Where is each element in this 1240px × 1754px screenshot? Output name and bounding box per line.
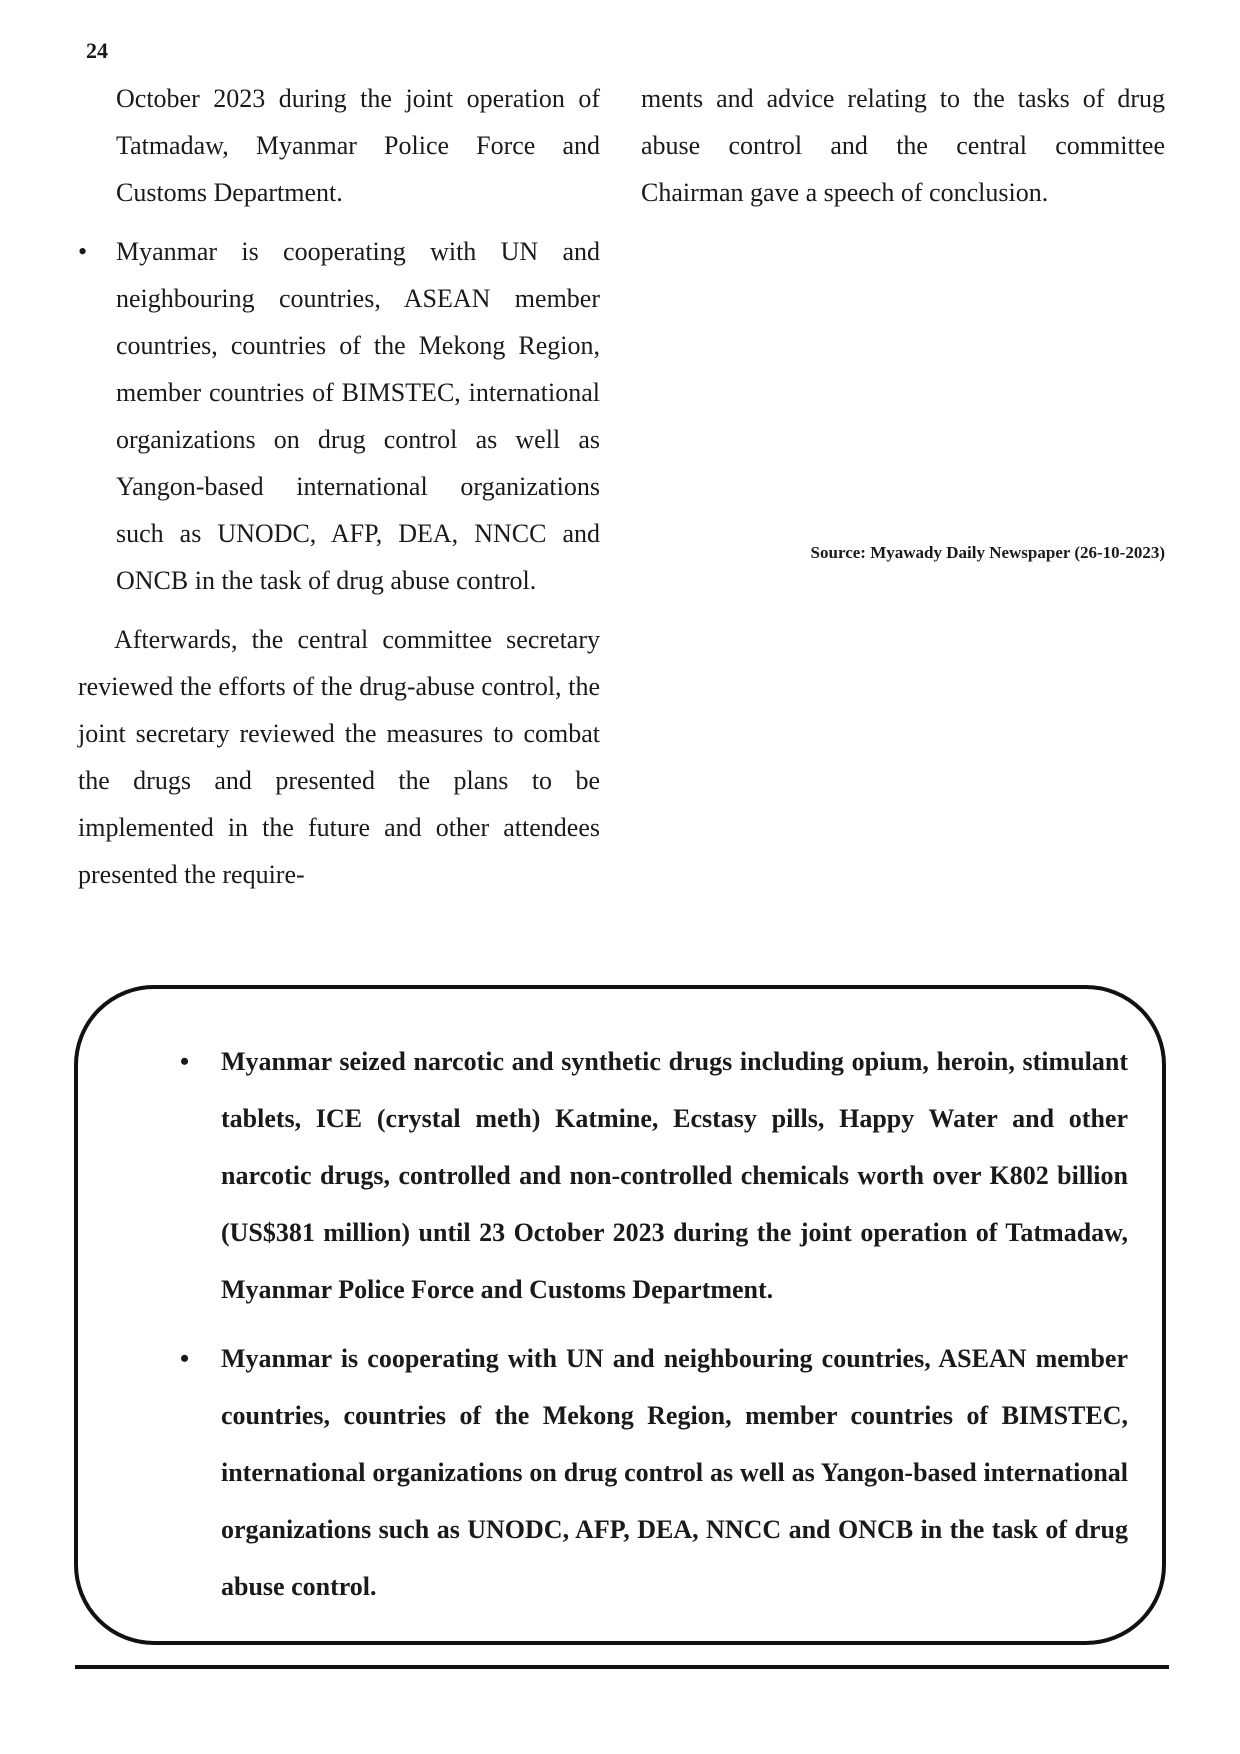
right-column <box>641 75 1165 216</box>
list-item <box>78 228 600 604</box>
highlight-list <box>150 1033 1128 1627</box>
body-paragraph-continued: ments and advice relating to the tasks of drug abuse control and the central committee Chairman gave a speech of conclusion. <box>641 84 1165 207</box>
list-item-text: Myanmar is cooperating with UN and neighbouring countries, ASEAN member countries, countries of the Mekong Region, member countries of BIMSTEC, international organizations on drug control as well as Yangon-based international organizations such as UNODC, AFP, DEA, NNCC and ONCB in the task of drug abuse control. <box>116 237 600 595</box>
highlight-list-item <box>150 1033 1128 1318</box>
highlight-list-item <box>150 1330 1128 1615</box>
body-paragraph: Afterwards, the central committee secretary reviewed the efforts of the drug-abuse control, the joint secretary reviewed the measures to combat the drugs and presented the plans to be implemented in the future and other attendees presented the require- <box>78 625 600 889</box>
source-citation: Source: Myawady Daily Newspaper (26-10-2023) <box>810 543 1165 562</box>
highlight-item-text: Myanmar is cooperating with UN and neighbouring countries, ASEAN member countries, countries of the Mekong Region, member countries of BIMSTEC, international organizations on drug control as well as Yangon-based international organizations such as UNODC, AFP, DEA, NNCC and ONCB in the task of drug abuse control. <box>221 1344 1128 1601</box>
highlight-box <box>74 985 1166 1645</box>
bullet-icon: • <box>78 237 88 266</box>
continued-list-item: October 2023 during the joint operation of Tatmadaw, Myanmar Police Force and Customs Department. <box>116 84 600 207</box>
bullet-icon: • <box>180 1047 190 1076</box>
bottom-divider <box>75 1665 1169 1669</box>
highlight-item-text: Myanmar seized narcotic and synthetic drugs including opium, heroin, stimulant tablets, ICE (crystal meth) Katmine, Ecstasy pills, Happy Water and other narcotic drugs, controlled and non-controlled chemicals worth over K802 billion (US$381 million) until 23 October 2023 during the joint operation of Tatmadaw, Myanmar Police Force and Customs Department. <box>221 1047 1128 1304</box>
bullet-icon: • <box>180 1344 190 1373</box>
left-column <box>78 75 600 898</box>
page-number: 24 <box>86 38 108 63</box>
